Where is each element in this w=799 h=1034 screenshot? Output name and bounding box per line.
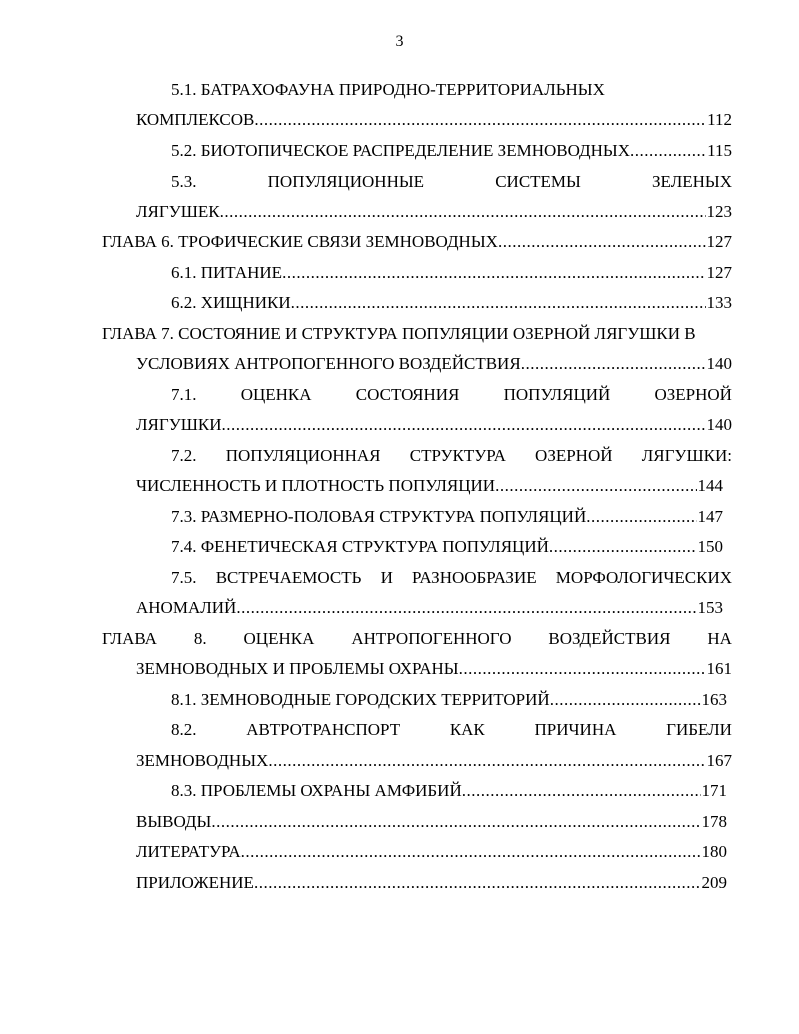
toc-page-number: 209 <box>701 873 727 892</box>
toc-line <box>136 200 732 224</box>
toc-word: 5.3. <box>171 172 197 191</box>
dot-leader <box>462 779 701 803</box>
toc-word: ОЗЕРНОЙ <box>535 446 613 465</box>
toc-word: ЗЕЛЕНЫХ <box>652 172 732 191</box>
toc-line <box>171 444 732 468</box>
toc-word: 7.2. <box>171 446 197 465</box>
toc-page-number: 150 <box>697 537 723 556</box>
toc-word: 7.1. <box>171 385 197 404</box>
toc-entry-title: ПРИЛОЖЕНИЕ <box>136 873 254 892</box>
dot-leader <box>282 261 705 285</box>
toc-word: ГЛАВА <box>102 629 157 648</box>
toc-entry-title: КОМПЛЕКСОВ <box>136 110 255 129</box>
toc-word: И <box>380 568 393 587</box>
toc-word: ЛЯГУШКИ: <box>641 446 732 465</box>
toc-line <box>136 749 732 773</box>
dot-leader <box>220 200 706 224</box>
toc-word: АНТРОПОГЕННОГО <box>351 629 512 648</box>
toc-page-number: 180 <box>701 842 727 861</box>
toc-word: ПРИЧИНА <box>534 720 617 739</box>
dot-leader <box>495 474 696 498</box>
toc-line <box>171 78 641 102</box>
page-number: 3 <box>395 33 404 50</box>
toc-line <box>136 810 727 834</box>
dot-leader <box>236 596 696 620</box>
toc-line <box>136 840 727 864</box>
toc-word: СОСТОЯНИЯ <box>355 385 460 404</box>
toc-word: 7.5. <box>171 568 197 587</box>
toc-word: НА <box>707 629 732 648</box>
toc-word: ОЗЕРНОЙ <box>654 385 732 404</box>
toc-entry-title: 8.3. ПРОБЛЕМЫ ОХРАНЫ АМФИБИЙ <box>171 781 462 800</box>
toc-page-number: 123 <box>706 202 732 221</box>
toc-word: ПОПУЛЯЦИЙ <box>503 385 611 404</box>
toc-word: СИСТЕМЫ <box>495 172 581 191</box>
toc-entry-title: УСЛОВИЯХ АНТРОПОГЕННОГО ВОЗДЕЙСТВИЯ <box>136 354 521 373</box>
toc-word: АВТРОТРАНСПОРТ <box>246 720 401 739</box>
toc-entry-title: ЛЯГУШЕК <box>136 202 220 221</box>
toc-page-number: 161 <box>706 659 732 678</box>
toc-line <box>136 352 732 376</box>
toc-page-number: 153 <box>697 598 723 617</box>
toc-word: ПОПУЛЯЦИОННЫЕ <box>267 172 425 191</box>
toc-line <box>102 230 732 254</box>
toc-entry-title: ГЛАВА 7. СОСТОЯНИЕ И СТРУКТУРА ПОПУЛЯЦИИ ОЗЕРНОЙ ЛЯГУШКИ В <box>102 324 696 343</box>
dot-leader <box>459 657 706 681</box>
toc-word: СТРУКТУРА <box>409 446 506 465</box>
toc-line <box>171 261 732 285</box>
toc-page-number: 147 <box>697 507 723 526</box>
toc-page-number: 163 <box>701 690 727 709</box>
toc-word: ПОПУЛЯЦИОННАЯ <box>225 446 381 465</box>
dot-leader <box>521 352 706 376</box>
toc-entry-title: 7.4. ФЕНЕТИЧЕСКАЯ СТРУКТУРА ПОПУЛЯЦИЙ <box>171 537 549 556</box>
toc-entry-title: ЗЕМНОВОДНЫХ <box>136 751 269 770</box>
toc-page-number: 167 <box>706 751 732 770</box>
toc-page-number: 140 <box>706 415 732 434</box>
dot-leader <box>254 108 706 132</box>
dot-leader <box>549 535 697 559</box>
toc-line <box>171 566 732 590</box>
toc-page-number: 115 <box>707 141 732 160</box>
toc-page-number: 127 <box>706 263 732 282</box>
toc-line <box>171 383 732 407</box>
toc-word: ОЦЕНКА <box>240 385 312 404</box>
toc-word: ОЦЕНКА <box>243 629 315 648</box>
toc-entry-title: ЗЕМНОВОДНЫХ И ПРОБЛЕМЫ ОХРАНЫ <box>136 659 459 678</box>
dot-leader <box>222 413 706 437</box>
toc-line <box>171 505 723 529</box>
toc-line <box>171 170 732 194</box>
toc-word: ГИБЕЛИ <box>666 720 732 739</box>
toc-word: КАК <box>449 720 485 739</box>
toc-entry-title: 5.2. БИОТОПИЧЕСКОЕ РАСПРЕДЕЛЕНИЕ ЗЕМНОВОДНЫХ <box>171 141 630 160</box>
dot-leader <box>241 840 701 864</box>
toc-line <box>136 474 723 498</box>
toc-page-number: 171 <box>701 781 727 800</box>
toc-line <box>171 535 723 559</box>
toc-entry-title: ЛЯГУШКИ <box>136 415 222 434</box>
toc-entry-title: 6.2. ХИЩНИКИ <box>171 293 291 312</box>
toc-word: МОРФОЛОГИЧЕСКИХ <box>555 568 732 587</box>
toc-word: ВСТРЕЧАЕМОСТЬ <box>215 568 362 587</box>
toc-entry-title: ВЫВОДЫ <box>136 812 212 831</box>
toc-line <box>102 627 732 651</box>
toc-word: ВОЗДЕЙСТВИЯ <box>548 629 671 648</box>
toc-line <box>171 688 727 712</box>
toc-entry-title: ГЛАВА 6. ТРОФИЧЕСКИЕ СВЯЗИ ЗЕМНОВОДНЫХ <box>102 232 498 251</box>
dot-leader <box>291 291 706 315</box>
toc-line <box>136 108 732 132</box>
toc-word: РАЗНООБРАЗИЕ <box>412 568 537 587</box>
toc-line <box>102 322 752 346</box>
toc-page-number: 144 <box>697 476 723 495</box>
toc-page-number: 178 <box>701 812 727 831</box>
toc-word: 8.2. <box>171 720 197 739</box>
toc-entry-title: 6.1. ПИТАНИЕ <box>171 263 283 282</box>
toc-entry-title: ЛИТЕРАТУРА <box>136 842 241 861</box>
toc-line <box>171 291 732 315</box>
toc-line <box>171 779 727 803</box>
toc-word: 8. <box>193 629 207 648</box>
toc-entry-title: 7.3. РАЗМЕРНО-ПОЛОВАЯ СТРУКТУРА ПОПУЛЯЦИЙ <box>171 507 587 526</box>
toc-line <box>171 718 732 742</box>
dot-leader <box>268 749 705 773</box>
toc-page-number: 127 <box>706 232 732 251</box>
toc-page-number: 133 <box>706 293 732 312</box>
toc-entry-title: АНОМАЛИЙ <box>136 598 237 617</box>
dot-leader <box>498 230 706 254</box>
toc-line <box>171 139 732 163</box>
toc-entry-title: 8.1. ЗЕМНОВОДНЫЕ ГОРОДСКИХ ТЕРРИТОРИЙ <box>171 690 550 709</box>
dot-leader <box>586 505 696 529</box>
toc-line <box>136 596 723 620</box>
dot-leader <box>630 139 706 163</box>
dot-leader <box>550 688 701 712</box>
dot-leader <box>254 871 701 895</box>
toc-page-number: 140 <box>706 354 732 373</box>
toc-line <box>136 871 727 895</box>
toc-entry-title: ЧИСЛЕННОСТЬ И ПЛОТНОСТЬ ПОПУЛЯЦИИ <box>136 476 496 495</box>
toc-line <box>136 657 732 681</box>
toc-page-number: 112 <box>707 110 732 129</box>
dot-leader <box>211 810 700 834</box>
toc-line <box>136 413 732 437</box>
toc-entry-title: 5.1. БАТРАХОФАУНА ПРИРОДНО-ТЕРРИТОРИАЛЬНЫХ <box>171 80 605 99</box>
